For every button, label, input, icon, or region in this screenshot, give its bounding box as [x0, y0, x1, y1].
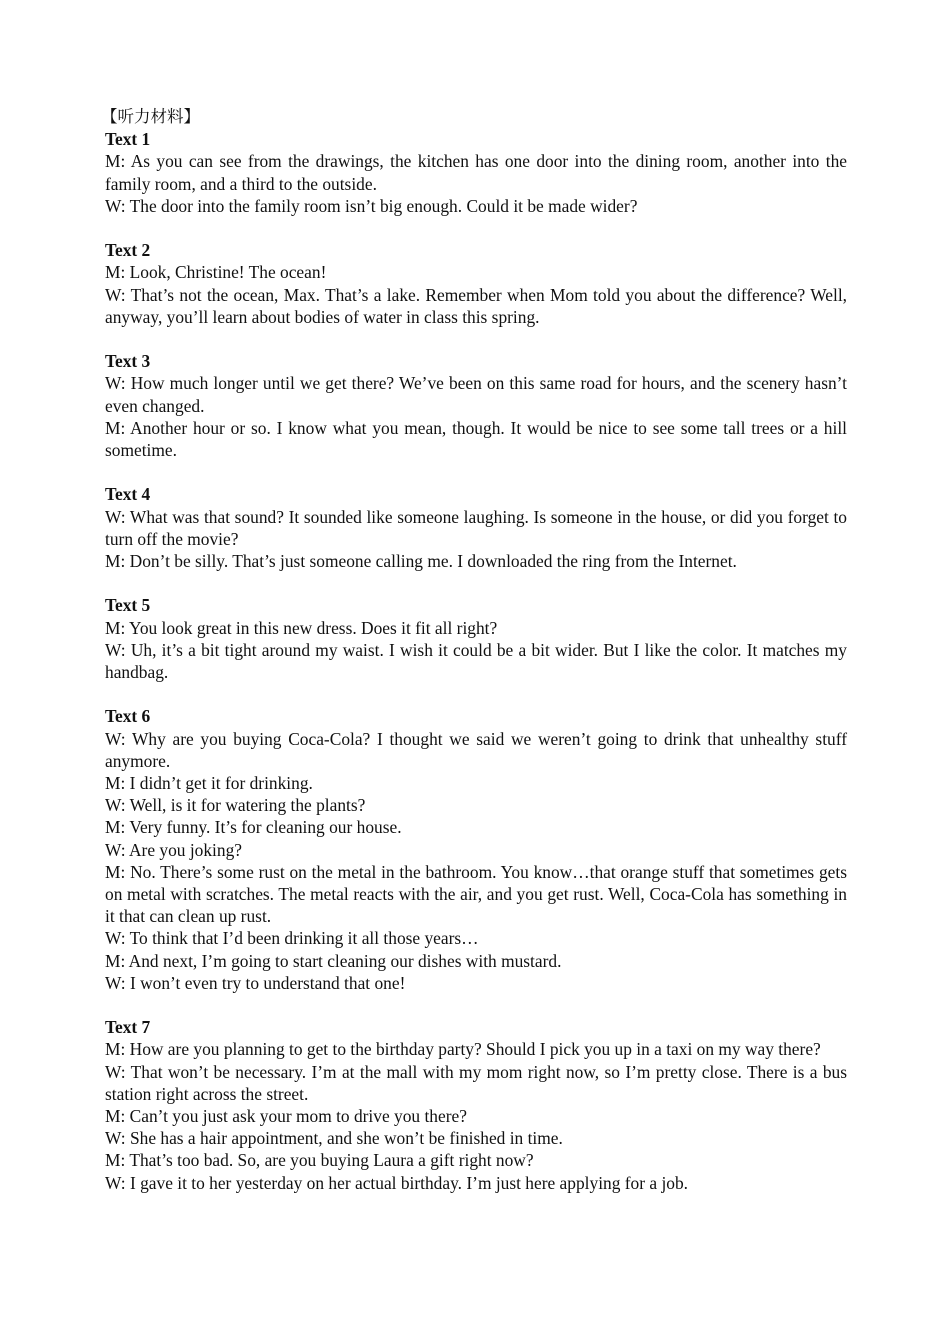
dialogue-line: M: Very funny. It’s for cleaning our house.: [105, 817, 402, 838]
transcript-block: [105, 594, 847, 683]
dialogue-line: W: That won’t be necessary. I’m at the mall with my mom right now, so I’m pretty close. There is a bus station right across the street.: [105, 1061, 847, 1104]
dialogue-line: M: And next, I’m going to start cleaning our dishes with mustard.: [105, 950, 562, 971]
dialogue-line: W: Uh, it’s a bit tight around my waist. I wish it could be a bit wider. But I like the color. It matches my handbag.: [105, 639, 847, 683]
dialogue-line: M: Look, Christine! The ocean!: [105, 262, 327, 283]
dialogue-line: W: Well, is it for watering the plants?: [105, 795, 366, 816]
transcript-title: Text 2: [105, 240, 151, 261]
dialogue-line: M: I didn’t get it for drinking.: [105, 773, 313, 794]
dialogue-line: W: She has a hair appointment, and she won’t be finished in time.: [105, 1128, 563, 1149]
transcript-list: [105, 128, 847, 1194]
transcript-title: Text 4: [105, 484, 151, 505]
transcript-title: Text 3: [105, 351, 151, 372]
section-heading: 【听力材料】: [101, 107, 200, 126]
dialogue-line: M: No. There’s some rust on the metal in the bathroom. You know…that orange stuff that sometimes gets on metal with scratches. The metal reacts with the air, and you get rust. Well, Coca-Cola has something in it that can clean up rust.: [105, 861, 847, 927]
dialogue-line: M: That’s too bad. So, are you buying Laura a gift right now?: [105, 1150, 534, 1171]
transcript-title: Text 5: [105, 595, 151, 616]
dialogue-line: W: I gave it to her yesterday on her actual birthday. I’m just here applying for a job.: [105, 1172, 689, 1193]
transcript-block: [105, 350, 847, 461]
transcript-title: Text 1: [105, 129, 151, 150]
dialogue-line: W: What was that sound? It sounded like someone laughing. Is someone in the house, or did you forget to turn off the movie?: [105, 506, 847, 549]
dialogue-line: W: Why are you buying Coca-Cola? I thought we said we weren’t going to drink that unhealthy stuff anymore.: [105, 728, 847, 771]
dialogue-line: M: You look great in this new dress. Does it fit all right?: [105, 617, 498, 638]
dialogue-line: M: As you can see from the drawings, the kitchen has one door into the dining room, another into the family room, and a third to the outside.: [105, 151, 847, 194]
transcript-block: [105, 483, 847, 572]
dialogue-line: M: How are you planning to get to the birthday party? Should I pick you up in a taxi on my way there?: [105, 1039, 821, 1060]
dialogue-line: M: Can’t you just ask your mom to drive you there?: [105, 1106, 467, 1127]
dialogue-line: W: To think that I’d been drinking it all those years…: [105, 928, 479, 949]
dialogue-line: W: I won’t even try to understand that one!: [105, 972, 406, 993]
dialogue-line: W: That’s not the ocean, Max. That’s a lake. Remember when Mom told you about the difference? Well, anyway, you’ll learn about bodies of water in class this spring.: [105, 284, 847, 327]
transcript-title: Text 6: [105, 706, 151, 727]
document-page: [101, 106, 847, 1194]
dialogue-line: W: Are you joking?: [105, 839, 243, 860]
transcript-block: [105, 705, 847, 994]
transcript-block: [105, 128, 847, 217]
dialogue-line: M: Don’t be silly. That’s just someone calling me. I downloaded the ring from the Internet.: [105, 551, 737, 572]
dialogue-line: W: How much longer until we get there? We’ve been on this same road for hours, and the scenery hasn’t even changed.: [105, 373, 847, 416]
transcript-block: [105, 239, 847, 328]
dialogue-line: W: The door into the family room isn’t big enough. Could it be made wider?: [105, 195, 638, 216]
dialogue-line: M: Another hour or so. I know what you mean, though. It would be nice to see some tall trees or a hill sometime.: [105, 417, 847, 461]
transcript-title: Text 7: [105, 1017, 151, 1038]
transcript-block: [105, 1016, 847, 1194]
